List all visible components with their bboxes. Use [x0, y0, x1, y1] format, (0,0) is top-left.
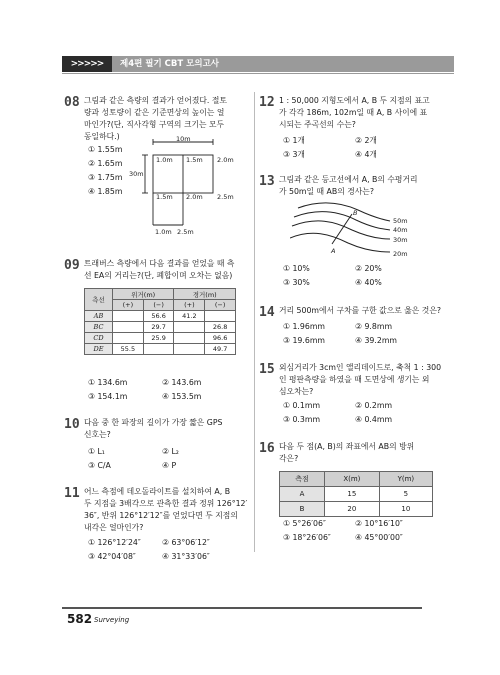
q14-option-4[interactable]: ④ 39.2mm — [355, 336, 398, 345]
q13-text: 그림과 같은 등고선에서 A, B의 수평거리 가 50m일 때 AB의 경사는? — [279, 175, 418, 196]
q13-option-2[interactable]: ② 20% — [355, 264, 382, 273]
contour-label-20m: 20m — [393, 250, 408, 258]
q08-grid-figure — [125, 133, 253, 241]
q08-value-4: 1.5m — [156, 193, 173, 201]
q08-option-2[interactable]: ② 1.65m — [88, 159, 123, 168]
point-a-label: A — [331, 247, 336, 255]
q15-option-1[interactable]: ① 0.1mm — [283, 401, 321, 410]
q16-header-y: Y(m) — [379, 472, 432, 487]
q14-option-1[interactable]: ① 1.96mm — [283, 322, 326, 331]
q15-option-3[interactable]: ③ 0.3mm — [283, 415, 321, 424]
q13-option-4[interactable]: ④ 40% — [355, 278, 382, 287]
q10-option-1[interactable]: ① L₁ — [88, 447, 105, 456]
q09-header-latitude: 위거(m) — [112, 289, 174, 300]
q08-value-5: 2.0m — [186, 193, 203, 201]
q15-option-2[interactable]: ② 0.2mm — [355, 401, 393, 410]
q08-value-6: 2.5m — [217, 193, 234, 201]
header-rule — [62, 73, 454, 74]
q15-option-4[interactable]: ④ 0.4mm — [355, 415, 393, 424]
q09-header-departure: 경거(m) — [174, 289, 236, 300]
q15-text: 외심거리가 3cm인 앨리데이드로, 축척 1 : 300 인 평판측량을 하였을 때 도면상에 생기는 외 심오차는? — [279, 363, 442, 396]
footer-subject: Surveying — [94, 616, 130, 624]
contour-label-40m: 40m — [393, 226, 408, 234]
q14-option-3[interactable]: ③ 19.6mm — [283, 336, 326, 345]
q11-option-1[interactable]: ① 126°12′24″ — [88, 538, 141, 547]
q09-option-2[interactable]: ② 143.6m — [162, 378, 202, 387]
q08-value-8: 2.5m — [177, 228, 194, 236]
point-b-label: B — [353, 209, 358, 217]
q13-contour-figure — [290, 200, 420, 262]
q11-option-3[interactable]: ③ 42°04′08″ — [88, 552, 136, 561]
q08-option-4[interactable]: ④ 1.85m — [88, 187, 123, 196]
page-number: 582 — [67, 612, 93, 626]
q10-option-3[interactable]: ③ C/A — [88, 461, 111, 470]
q16-option-4[interactable]: ④ 45°00′00″ — [355, 533, 403, 542]
q11-option-4[interactable]: ④ 31°33′06″ — [162, 552, 210, 561]
q13-option-1[interactable]: ① 10% — [283, 264, 310, 273]
table-row: BC 29.7 26.8 — [85, 322, 236, 333]
q08-value-3: 2.0m — [217, 156, 234, 164]
contour-label-30m: 30m — [393, 236, 408, 244]
q09-header-line: 측선 — [85, 289, 113, 311]
footer-rule — [62, 607, 422, 609]
q08-value-7: 1.0m — [155, 228, 172, 236]
q08-height-label: 30m — [129, 170, 144, 178]
contour-label-50m: 50m — [393, 217, 408, 225]
header-title: 제4편 필기 CBT 모의고사 — [120, 59, 219, 69]
table-row: CD 25.9 96.6 — [85, 333, 236, 344]
contour-line-40m — [294, 212, 390, 230]
q16-header-x: X(m) — [325, 472, 380, 487]
q11-option-2[interactable]: ② 63°06′12″ — [162, 538, 210, 547]
q09-text: 트래버스 측량에서 다음 결과를 얻었을 때 측 선 EA의 거리는?(단, 폐합이며 오차는 없음) — [84, 259, 235, 280]
q13-number: 13 — [259, 174, 275, 189]
q16-text: 다음 두 점(A, B)의 좌표에서 AB의 방위 각은? — [279, 442, 415, 463]
table-row: B 20 10 — [280, 502, 433, 517]
q16-coordinate-table — [279, 471, 433, 517]
q12-option-1[interactable]: ① 1개 — [283, 136, 305, 145]
q08-value-2: 1.5m — [186, 156, 203, 164]
q16-option-2[interactable]: ② 10°16′10″ — [355, 519, 403, 528]
q16-option-3[interactable]: ③ 18°26′06″ — [283, 533, 331, 542]
q11-text: 어느 측점에 데오돌라이트를 설치하여 A, B 두 지점을 3배각으로 관측한 결과 정위 126°12′ 36″, 반위 126°12′12″를 얻었다면 두 지점의 내각은 얼마인가? — [84, 487, 248, 532]
contour-line-20m — [290, 233, 390, 252]
q09-sub-4: (−) — [205, 300, 236, 311]
q08-width-label: 10m — [176, 135, 191, 143]
q09-option-1[interactable]: ① 134.6m — [88, 378, 128, 387]
q08-option-3[interactable]: ③ 1.75m — [88, 173, 123, 182]
q11-number: 11 — [64, 486, 80, 501]
q12-number: 12 — [259, 95, 275, 110]
q12-text: 1 : 50,000 지형도에서 A, B 두 지점의 표고 가 각각 186m, 102m일 때 A, B 사이에 표 시되는 주곡선의 수는? — [279, 96, 430, 129]
q12-option-2[interactable]: ② 2개 — [355, 136, 377, 145]
q09-option-4[interactable]: ④ 153.5m — [162, 392, 202, 401]
table-row: DE 55.5 49.7 — [85, 344, 236, 355]
q12-option-3[interactable]: ③ 3개 — [283, 150, 305, 159]
table-row: AB 56.6 41.2 — [85, 311, 236, 322]
q09-traverse-table — [84, 288, 236, 355]
q13-option-3[interactable]: ③ 30% — [283, 278, 310, 287]
column-divider — [254, 92, 255, 552]
q16-number: 16 — [259, 441, 275, 456]
q16-option-1[interactable]: ① 5°26′06″ — [283, 519, 326, 528]
q09-number: 09 — [64, 258, 80, 273]
q10-option-2[interactable]: ② L₂ — [162, 447, 179, 456]
q09-sub-1: (+) — [112, 300, 143, 311]
q14-number: 14 — [259, 305, 275, 320]
q09-sub-3: (+) — [174, 300, 205, 311]
q10-number: 10 — [64, 417, 80, 432]
q10-option-4[interactable]: ④ P — [162, 461, 177, 470]
header-arrows: >>>>> — [62, 56, 112, 72]
q08-text: 그림과 같은 측량의 결과가 얻어졌다. 절토 량과 성토량이 같은 기준면상의 높이는 얼 마인가?(단, 직사각형 구역의 크기는 모두 동일하다.) — [84, 96, 227, 141]
q08-number: 08 — [64, 95, 80, 110]
q16-header-point: 측점 — [280, 472, 325, 487]
q09-option-3[interactable]: ③ 154.1m — [88, 392, 128, 401]
q10-text: 다음 중 한 파장의 길이가 가장 짧은 GPS 신호는? — [84, 418, 223, 439]
q14-option-2[interactable]: ② 9.8mm — [355, 322, 393, 331]
table-row: A 15 5 — [280, 487, 433, 502]
q12-option-4[interactable]: ④ 4개 — [355, 150, 377, 159]
q08-value-1: 1.0m — [156, 156, 173, 164]
q14-text: 거리 500m에서 구차를 구한 값으로 옳은 것은? — [279, 306, 441, 315]
q08-option-1[interactable]: ① 1.55m — [88, 145, 123, 154]
q15-number: 15 — [259, 362, 275, 377]
q09-sub-2: (−) — [143, 300, 174, 311]
